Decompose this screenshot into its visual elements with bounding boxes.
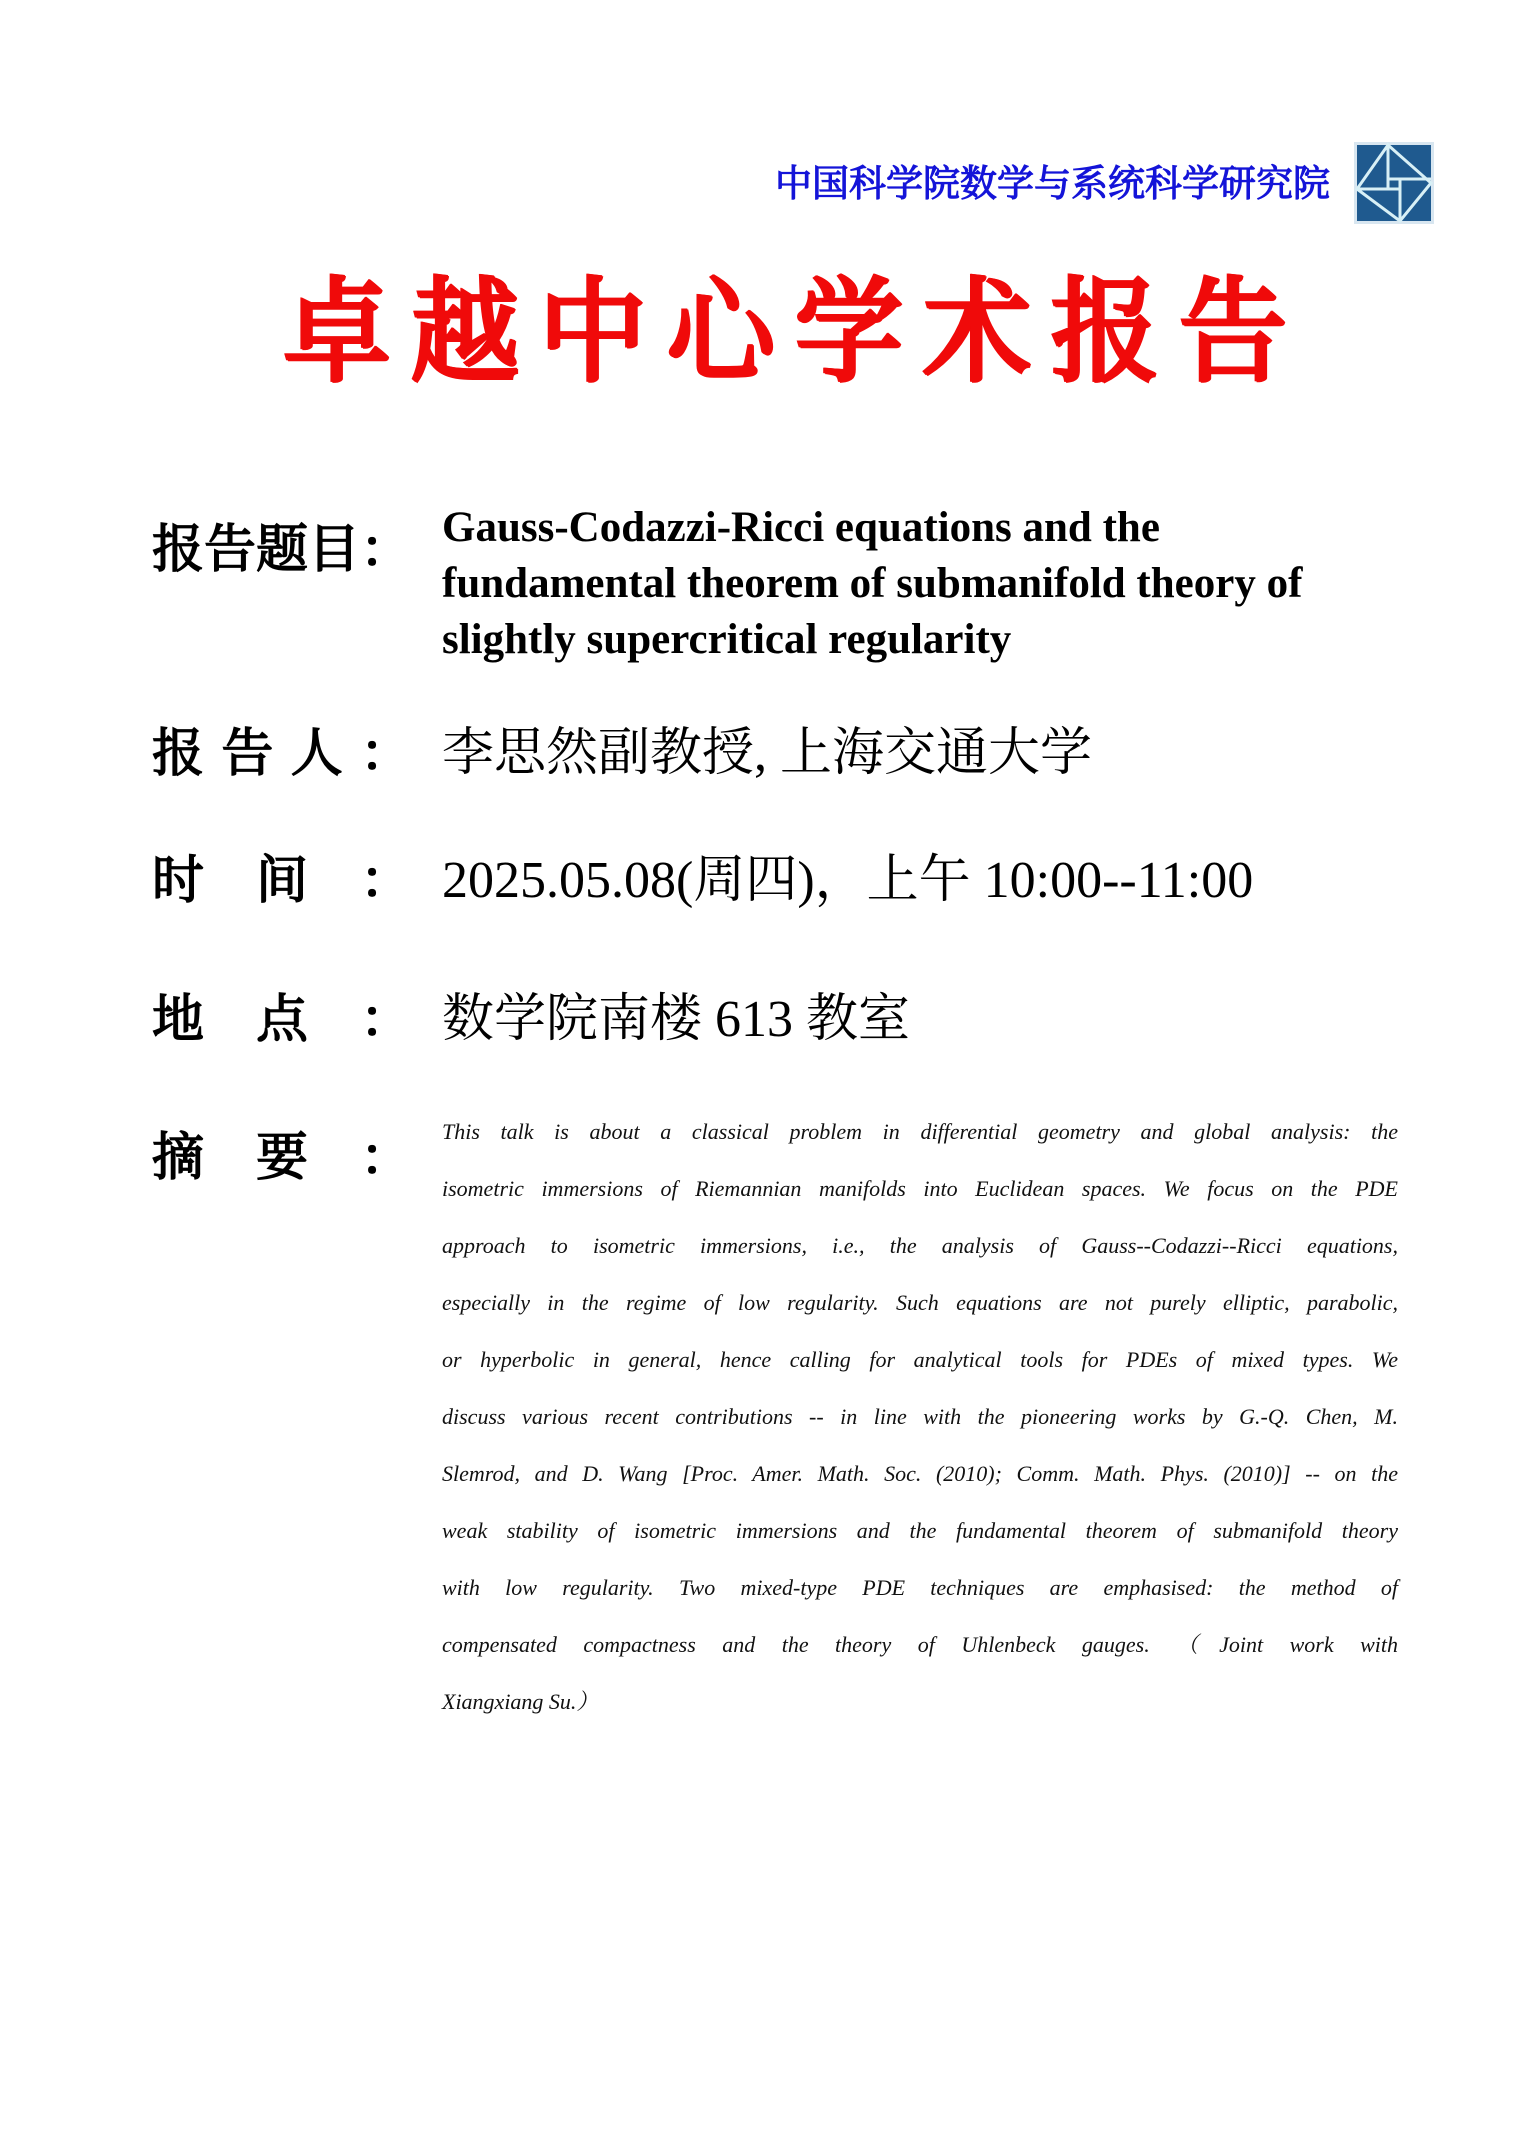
talk-title-line: fundamental theorem of submanifold theory of: [442, 560, 1303, 607]
field-abstract: [152, 1103, 1442, 1730]
abstract-line: compensated compactness and the theory of Uhlenbeck gauges. （Joint work with: [442, 1632, 1398, 1657]
abstract-line: discuss various recent contributions -- in line with the pioneering works by G.-Q. Chen, M.: [442, 1404, 1398, 1429]
poster-title: 卓越中心学术报告: [282, 265, 1307, 399]
abstract-line: or hyperbolic in general, hence calling for analytical tools for PDEs of mixed types. We: [442, 1347, 1398, 1372]
abstract-line: isometric immersions of Riemannian manifolds into Euclidean spaces. We focus on the PDE: [442, 1176, 1398, 1201]
field-location: [152, 990, 1442, 1050]
abstract-line: This talk is about a classical problem in differential geometry and global analysis: the: [442, 1119, 1398, 1144]
abstract-line: especially in the regime of low regularity. Such equations are not purely elliptic, parabolic,: [442, 1290, 1398, 1315]
abstract-line: approach to isometric immersions, i.e., the analysis of Gauss--Codazzi--Ricci equations,: [442, 1233, 1398, 1258]
institution-logo-icon: [1354, 142, 1434, 224]
label-abstract: 摘要：: [152, 1128, 412, 1188]
abstract-line: Slemrod, and D. Wang [Proc. Amer. Math. Soc. (2010); Comm. Math. Phys. (2010)] -- on the: [442, 1461, 1398, 1486]
talk-title-line: slightly supercritical regularity: [442, 616, 1012, 663]
talk-title: [442, 500, 1442, 668]
abstract-line: with low regularity. Two mixed-type PDE techniques are emphasised: the method of: [442, 1575, 1398, 1600]
location: 数学院南楼 613 教室: [442, 991, 911, 1048]
field-talk-title: [152, 500, 1442, 668]
abstract-line: weak stability of isometric immersions and the fundamental theorem of submanifold theory: [442, 1518, 1398, 1543]
field-time: [152, 851, 1442, 911]
label-location: 地点：: [152, 990, 412, 1050]
label-talk-title: 报告题目：: [152, 520, 413, 580]
abstract-line: Xiangxiang Su.）: [442, 1689, 599, 1714]
time: 2025.05.08(周四)，上午 10:00--11:00: [442, 852, 1254, 909]
talk-title-line: Gauss-Codazzi-Ricci equations and the: [442, 504, 1160, 551]
speaker: 李思然副教授, 上海交通大学: [442, 725, 1093, 782]
abstract: [442, 1103, 1398, 1730]
institution-name: 中国科学院数学与系统科学研究院: [775, 162, 1330, 205]
label-speaker: 报告人：: [152, 724, 412, 784]
field-speaker: [152, 724, 1442, 784]
label-time: 时间：: [152, 851, 412, 911]
